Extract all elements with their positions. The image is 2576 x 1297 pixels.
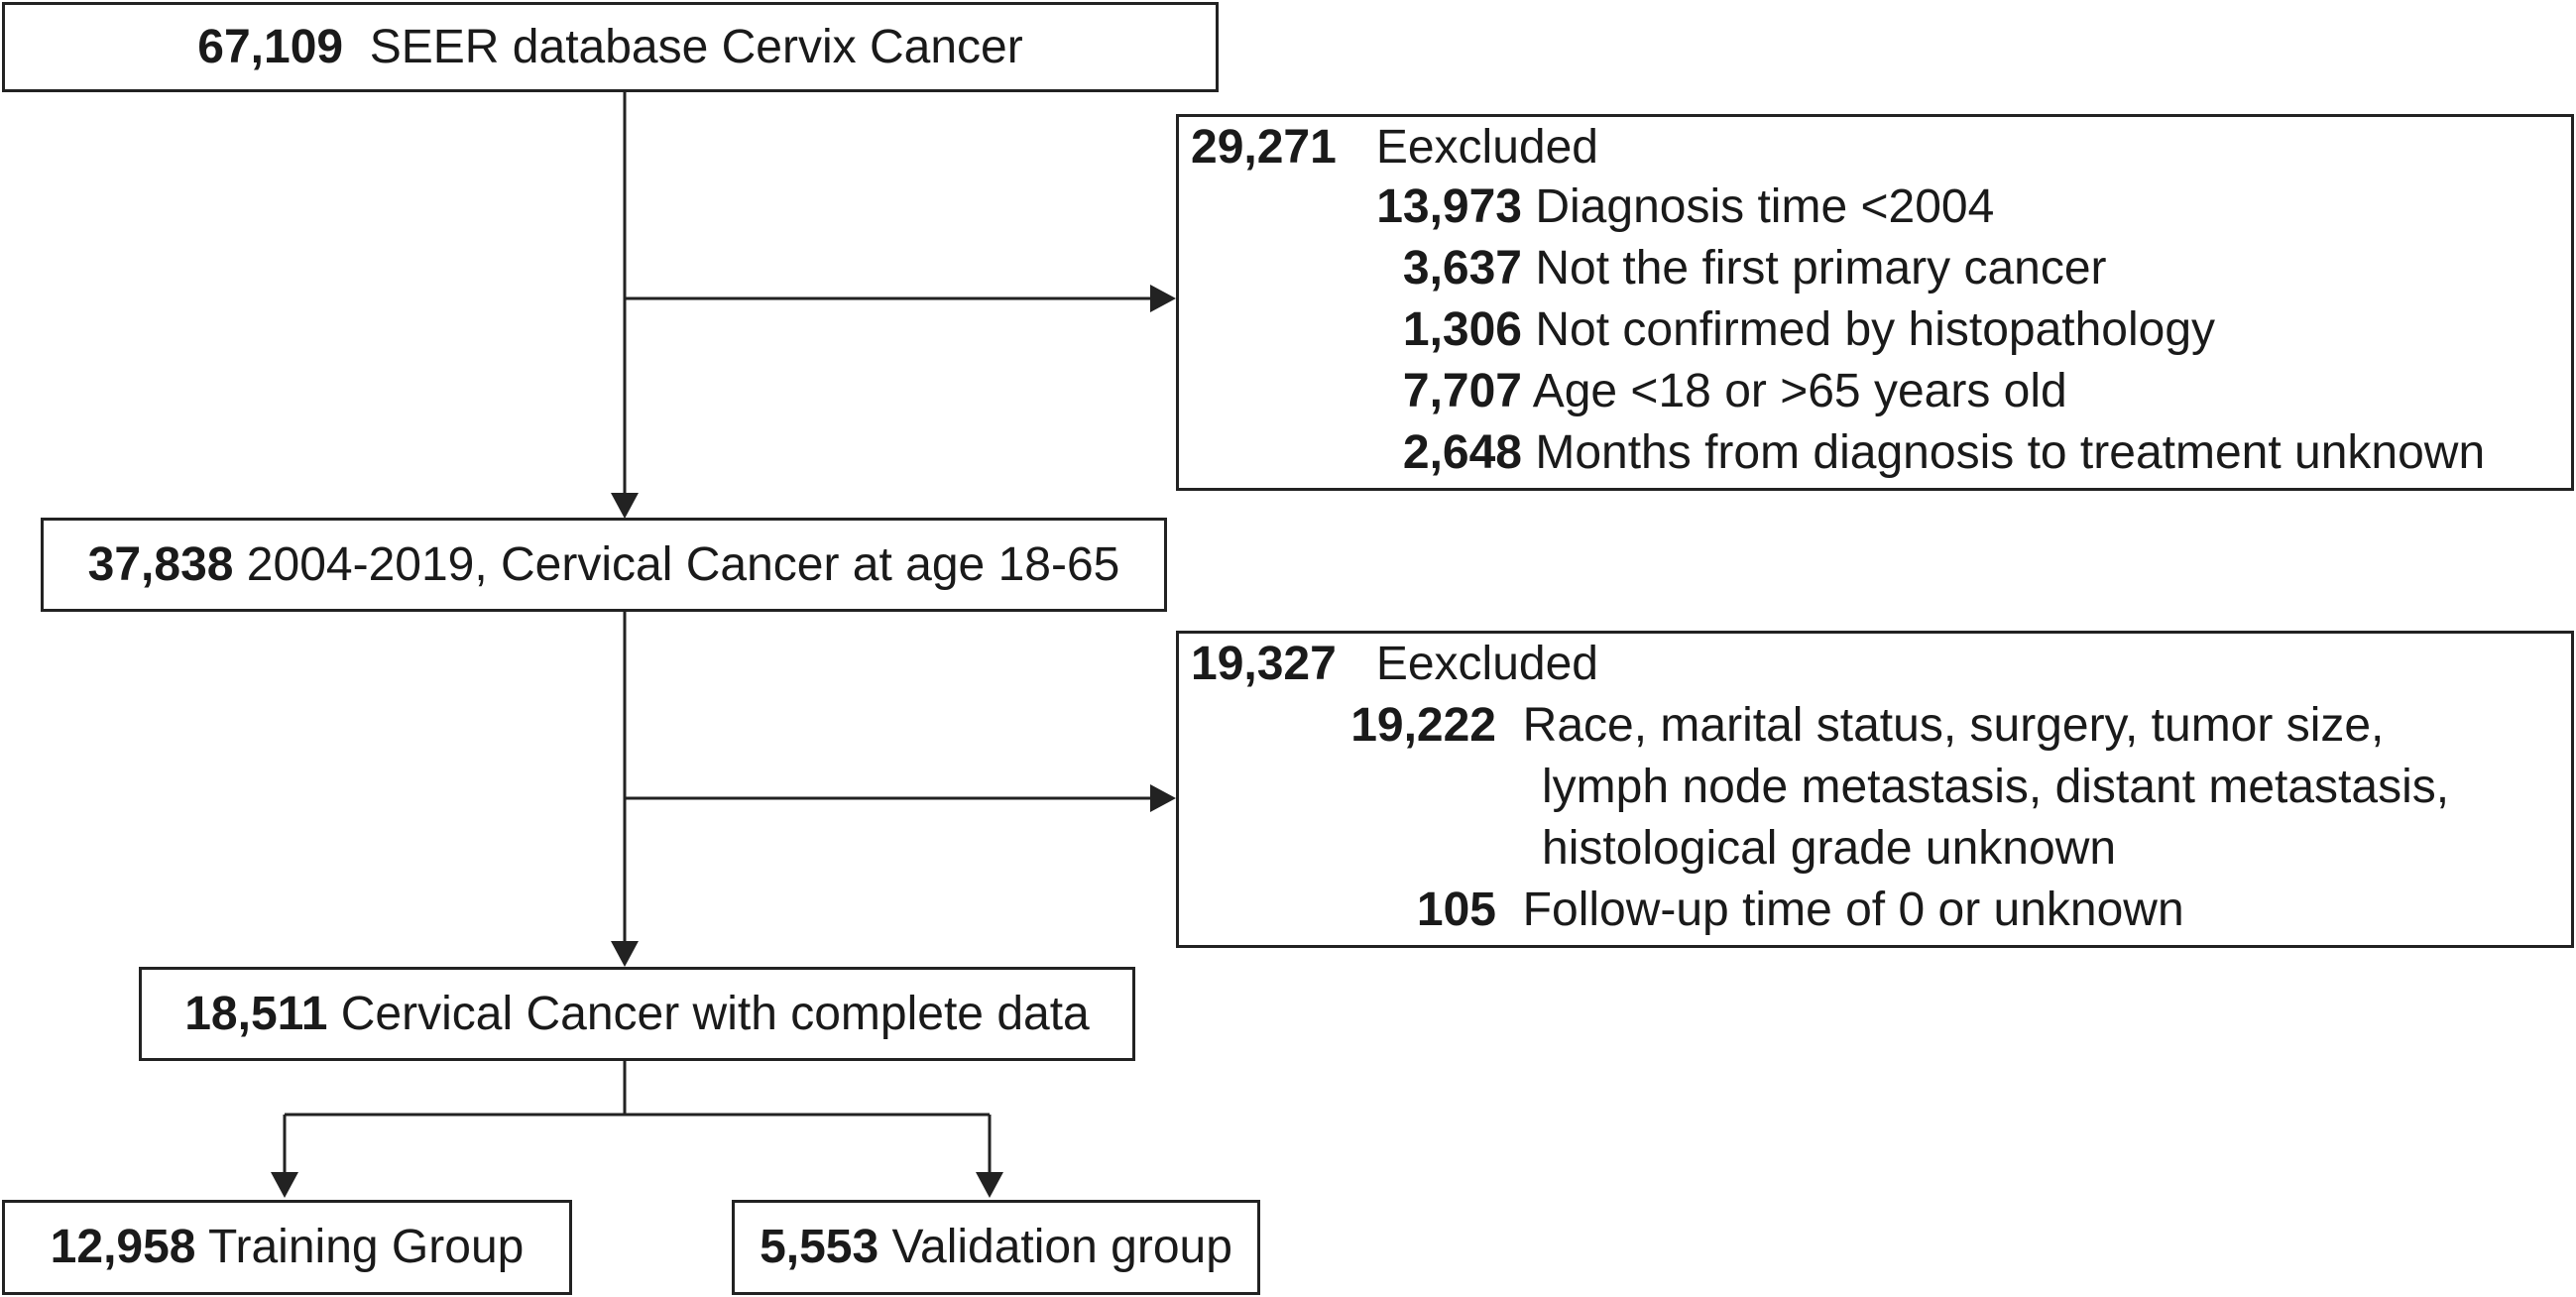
excluded1-item: [1355, 299, 2215, 361]
excluded1-box: [1176, 114, 2574, 491]
excluded1-item-label: Diagnosis time <2004: [1535, 180, 1995, 233]
training-label: Training Group: [207, 1221, 525, 1273]
cohort-label: 2004-2019, Cervical Cancer at age 18-65: [246, 537, 1120, 591]
excluded2-item: [1328, 880, 2184, 941]
excluded1-item: [1355, 422, 2485, 484]
excluded2-item-label-line: Race, marital status, surgery, tumor size,: [1522, 699, 2385, 752]
excluded2-item-label: Follow-up time of 0 or unknown: [1522, 884, 2184, 936]
source-label: SEER database Cervix Cancer: [369, 20, 1023, 73]
training-box: [2, 1200, 572, 1295]
arrowhead-training: [271, 1172, 298, 1198]
arrowhead-excluded1: [1150, 285, 1176, 312]
excluded1-item-label: Age <18 or >65 years old: [1532, 365, 2067, 417]
arrowhead-cohort: [611, 493, 639, 519]
excluded1-label: Eexcluded: [1375, 121, 1598, 174]
excluded1-item: [1355, 238, 2107, 299]
excluded2-item-label-line: histological grade unknown: [1542, 822, 2117, 875]
validation-label: Validation group: [891, 1221, 1232, 1273]
excluded2-count: 19,327: [1191, 638, 1337, 690]
excluded1-item-label: Not the first primary cancer: [1535, 242, 2107, 295]
excluded2-box: [1176, 631, 2574, 948]
excluded2-item-label-line: lymph node metastasis, distant metastasis,: [1542, 761, 2450, 813]
excluded2-item-count: 19,222: [1350, 699, 1496, 752]
complete-box: [139, 967, 1135, 1061]
excluded1-item-count: 13,973: [1376, 180, 1522, 233]
excluded1-item-count: 7,707: [1402, 365, 1522, 417]
excluded1-item-count: 3,637: [1402, 242, 1522, 295]
complete-count: 18,511: [184, 987, 328, 1040]
excluded1-item-label: Months from diagnosis to treatment unknown: [1535, 426, 2486, 479]
excluded1-item: [1355, 361, 2067, 422]
excluded1-item-count: 2,648: [1402, 426, 1522, 479]
excluded2-label: Eexcluded: [1375, 638, 1598, 690]
training-count: 12,958: [50, 1221, 196, 1273]
source-count: 67,109: [197, 20, 344, 73]
source-box: [2, 2, 1219, 92]
excluded1-item-count: 1,306: [1402, 303, 1522, 356]
validation-count: 5,553: [760, 1221, 879, 1273]
excluded1-item-label: Not confirmed by histopathology: [1535, 303, 2216, 356]
arrowhead-excluded2: [1150, 784, 1176, 812]
excluded1-count: 29,271: [1191, 121, 1337, 174]
arrowhead-complete: [611, 941, 639, 967]
excluded2-item: [1328, 695, 2384, 757]
complete-label: Cervical Cancer with complete data: [340, 987, 1090, 1040]
excluded2-item-count: 105: [1416, 884, 1496, 936]
arrowhead-validation: [976, 1172, 1003, 1198]
validation-box: [732, 1200, 1260, 1295]
cohort-count: 37,838: [87, 537, 234, 591]
excluded1-item: [1355, 177, 1994, 238]
cohort-box: [41, 518, 1167, 612]
